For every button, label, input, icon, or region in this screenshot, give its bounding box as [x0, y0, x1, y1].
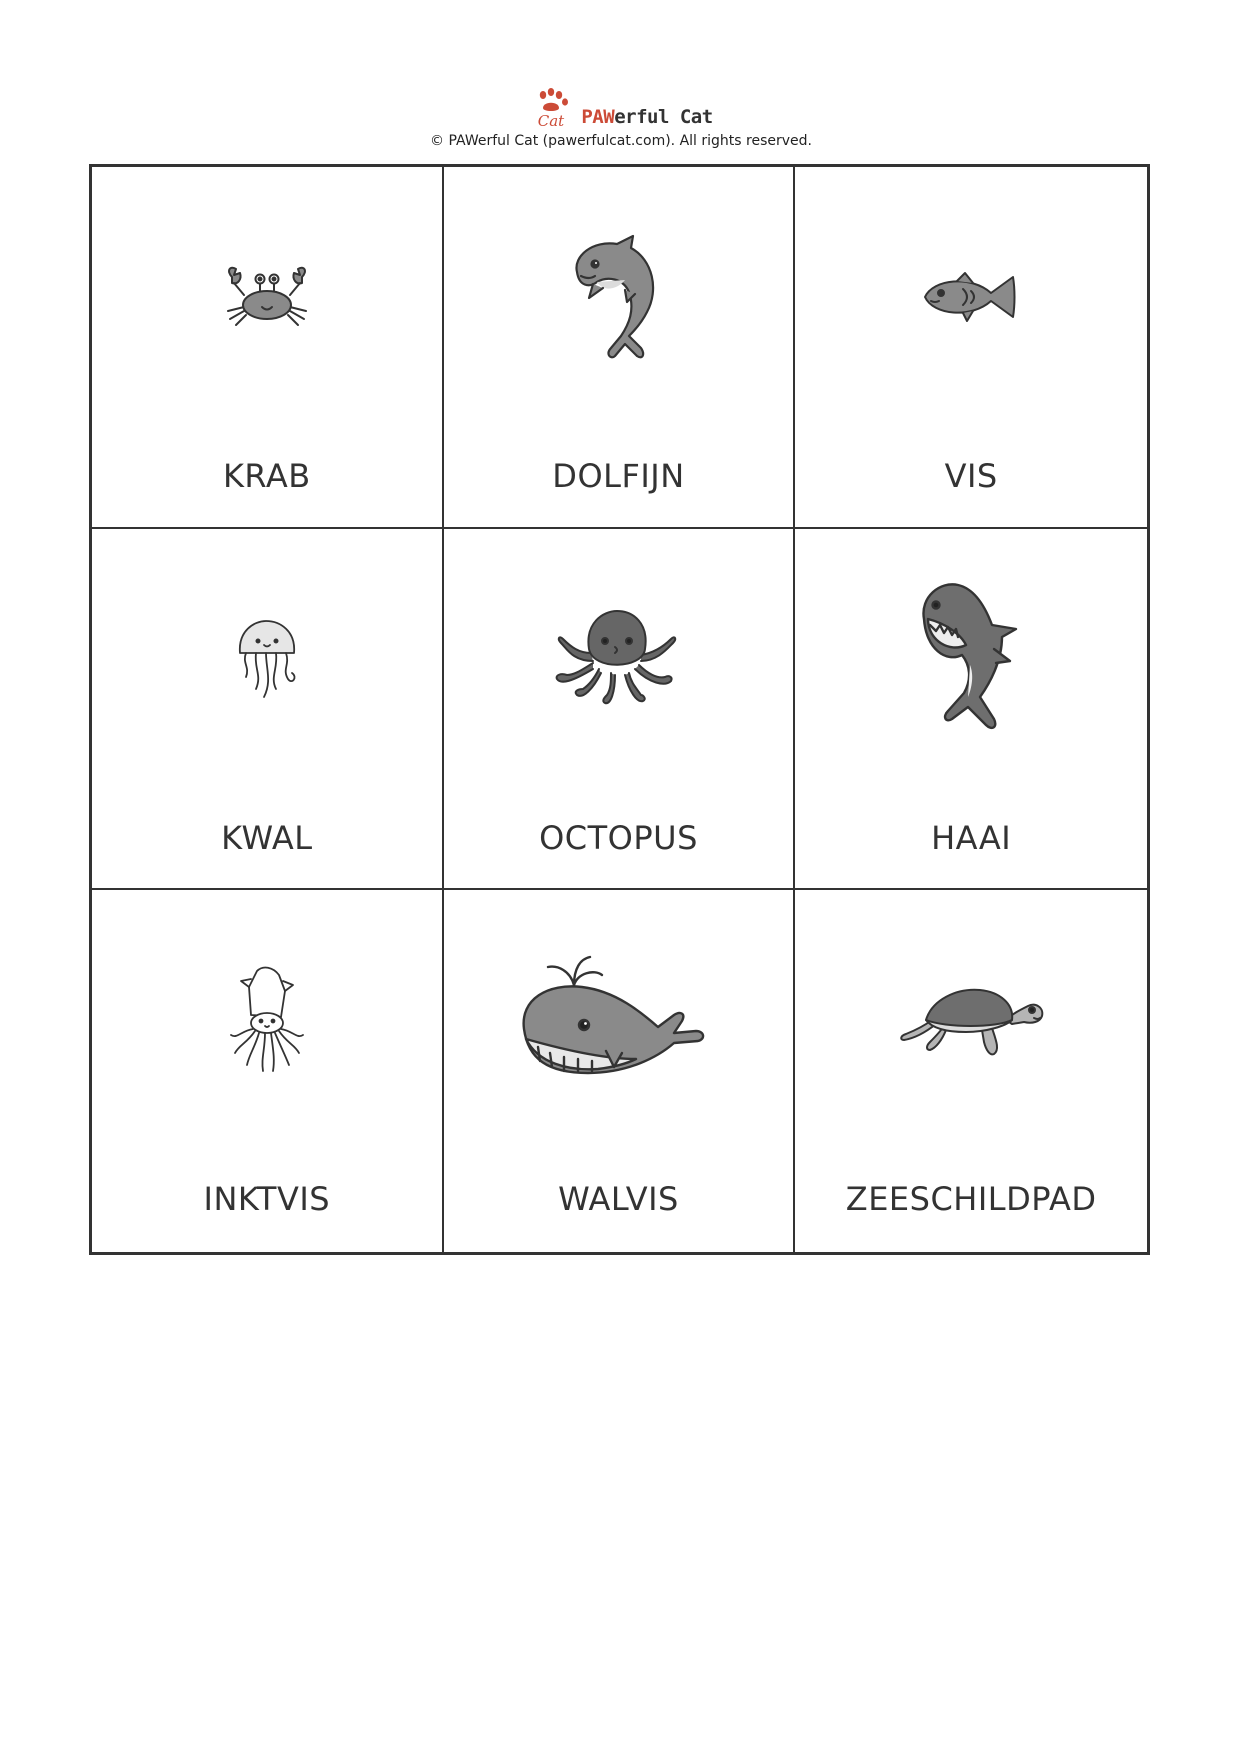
brand-name [581, 106, 712, 128]
card-label-shark: HAAI [931, 818, 1012, 857]
copyright-notice: © PAWerful Cat (pawerfulcat.com). All rights reserved. [430, 133, 812, 149]
fish-icon [921, 267, 1021, 327]
dolphin-icon [563, 232, 673, 362]
card-label-whale: WALVIS [558, 1180, 679, 1219]
card-fish [795, 167, 1147, 529]
card-crab [92, 167, 444, 529]
card-squid [92, 890, 444, 1252]
card-sea-turtle [795, 890, 1147, 1252]
logo-mark-text: Cat [538, 112, 565, 130]
page-header [0, 86, 1242, 149]
card-label-dolphin: DOLFIJN [552, 457, 685, 495]
brand-accent: PAW [581, 106, 615, 128]
octopus-icon [553, 609, 683, 709]
card-shark [795, 529, 1147, 891]
whale-icon [518, 955, 718, 1085]
jellyfish-icon [234, 617, 300, 701]
card-dolphin [444, 167, 796, 529]
brand-rest: erful Cat [614, 106, 713, 128]
crab-icon [222, 265, 312, 329]
card-jellyfish [92, 529, 444, 891]
flashcard-grid [89, 164, 1150, 1255]
card-label-fish: VIS [944, 457, 998, 495]
card-label-crab: KRAB [222, 457, 311, 495]
card-label-octopus: OCTOPUS [539, 818, 698, 857]
card-octopus [444, 529, 796, 891]
card-label-squid: INKTVIS [203, 1180, 331, 1219]
shark-icon [906, 579, 1036, 739]
brand-logo [0, 86, 1242, 130]
paw-logo-icon [529, 86, 575, 130]
card-whale [444, 890, 796, 1252]
squid-icon [227, 965, 307, 1075]
sea-turtle-icon [896, 980, 1046, 1060]
card-label-sea-turtle: ZEESCHILDPAD [845, 1180, 1097, 1219]
card-label-jellyfish: KWAL [221, 818, 313, 857]
